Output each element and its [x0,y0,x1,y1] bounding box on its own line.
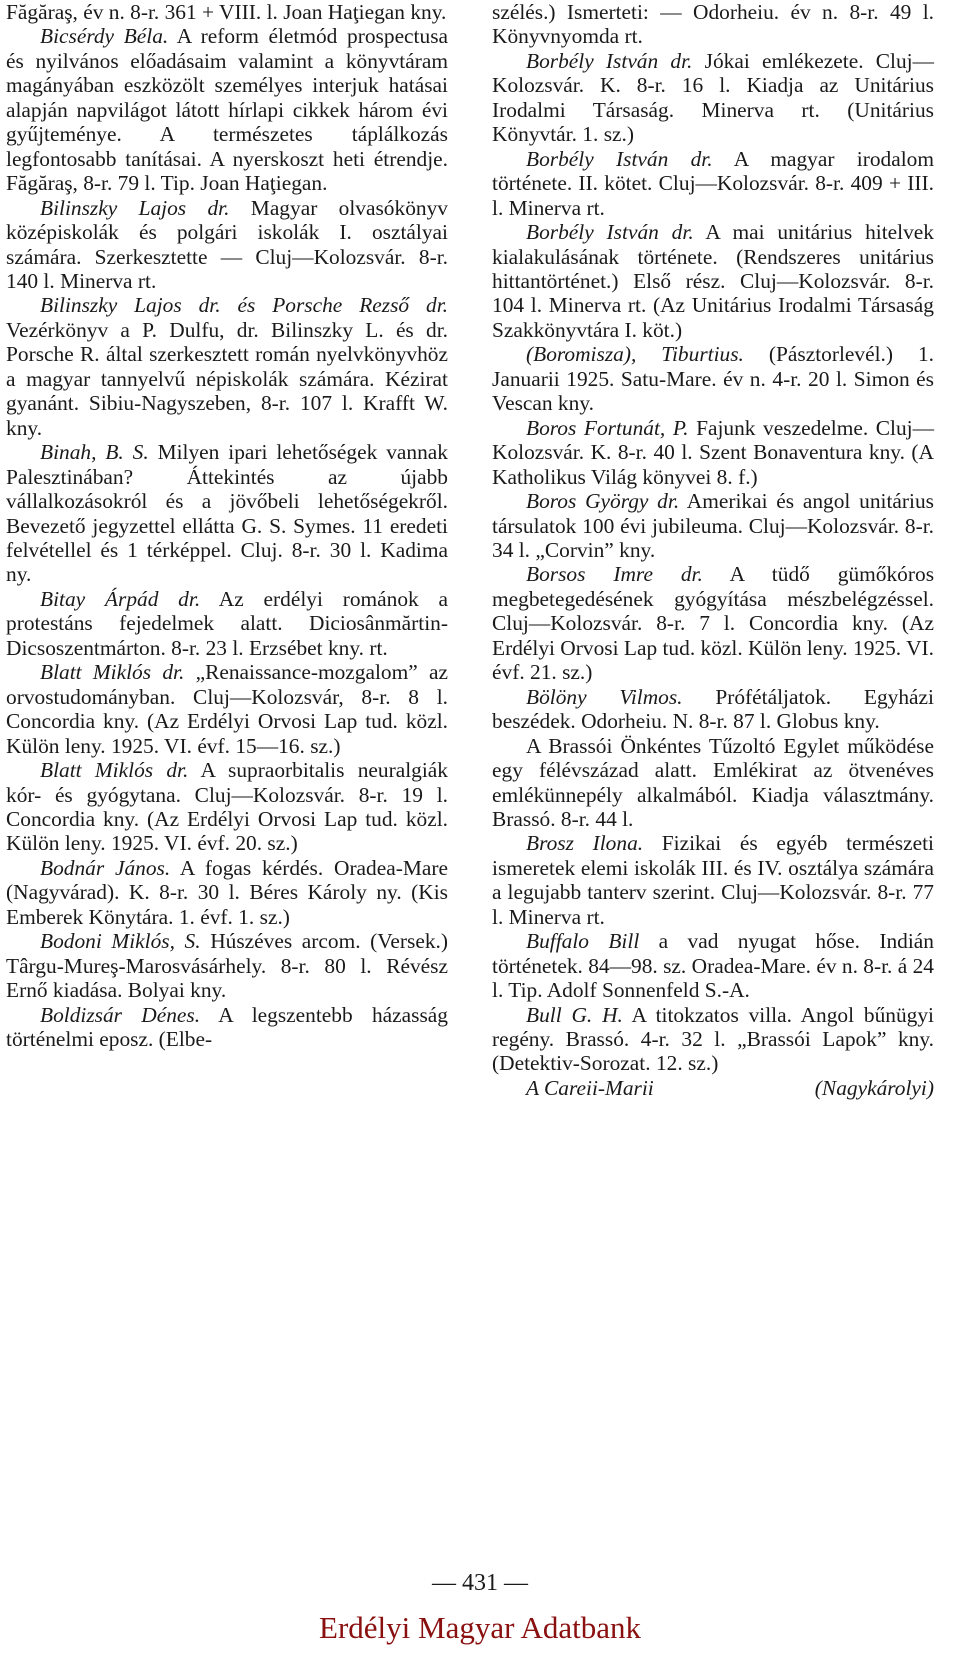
bibliography-entry [6,440,448,587]
entry-author: Boros György dr. [526,489,680,514]
entry-author: Bitay Árpád dr. [40,586,201,611]
entry-text: „Renaissance-mozgalom” az orvostudományban. Cluj—Kolozsvár, 8-r. 8 l. Concordia kny. (Az Erdélyi Orvosi Lap tud. közl. Külön leny. 1925. VI. évf. 15—16. sz.) [6,660,448,758]
bibliography-entry [492,49,934,147]
entry-author: Bodoni Miklós, S. [40,929,201,954]
entry-text: A legszentebb házasság történelmi eposz. (Elbe- [6,1002,448,1052]
entry-title-continued: (Nagykárolyi) [814,1075,934,1100]
entry-author: Blatt Miklós dr. [40,660,185,685]
entry-text: A magyar irodalom története. II. kötet. Cluj—Kolozsvár. 8-r. 409 + III. l. Minerva rt. [492,146,934,220]
bibliography-entry [6,0,448,24]
entry-text: a vad nyugat hőse. Indián történetek. 84—98. sz. Oradea-Mare. év n. 8-r. á 24 l. Tip. Adolf Sonnenfeld S.-A. [492,929,934,1003]
entry-author: Bölöny Vilmos. [526,684,683,709]
entry-text: Fajunk veszedelme. Cluj—Kolozsvár. K. 8-r. 40 l. Szent Bonaventura kny. (A Katholikus Világ könyvei 8. f.) [492,415,934,489]
entry-author: Boldizsár Dénes. [40,1002,201,1027]
bibliography-entry [6,929,448,1002]
entry-text: A reform életmód prospectusa és nyilvános előadásaim valamint a könyvtáram magányában eszközölt személyes interjuk hatásai alapján napvilágot látott hírlapi cikkek három évi gyűjteménye. A természetes táplálkozás legfontosabb tanításai. A nyerskoszt heti étrendje. Făgăraş, 8-r. 79 l. Tip. Joan Haţiegan. [6,24,449,196]
entry-text: Magyar olvasókönyv középiskolák és polgári iskolák I. osztályai számára. Szerkesztette — Cluj—Kolozsvár. 8-r. 140 l. Minerva rt. [6,195,448,293]
entry-text: A Brassói Önkéntes Tűzoltó Egylet működése egy félévszázad alatt. Emlékirat az ötvenéves emlékünnepély alkalmából. Kiadja választmány. Brassó. 8-r. 44 l. [492,733,934,831]
entry-text: A supraorbitalis neuralgiák kór- és gyógytana. Cluj—Kolozsvár. 8-r. 19 l. Concordia kny. (Az Erdélyi Orvosi Lap tud. közl. Külön leny. 1925. VI. évf. 20. sz.) [6,758,448,856]
entry-text: Húszéves arcom. (Versek.) Târgu-Mureş-Marosvásárhely. 8-r. 80 l. Révész Ernő kiadása. Bolyai kny. [6,929,448,1003]
entry-text: A fogas kérdés. Oradea-Mare (Nagyvárad). K. 8-r. 30 l. Béres Károly ny. (Kis Emberek Könytára. 1. évf. 1. sz.) [6,855,448,929]
footer-brand: Erdélyi Magyar Adatbank [319,1610,641,1645]
entry-text: Jókai emlékezete. Cluj—Kolozsvár. K. 8-r. 16 l. Kiadja az Unitárius Irodalmi Társaság. Minerva rt. (Unitárius Könyvtár. 1. sz.) [492,48,934,147]
bibliography-entry [492,416,934,489]
bibliography-entry [6,24,448,195]
entry-author: Borsos Imre dr. [526,562,703,587]
entry-text: A tüdő gümőkóros megbetegedésének gyógyítása mészbelégzéssel. Cluj—Kolozsvár. 8-r. 7 l. Concordia kny. (Az Erdélyi Orvosi Lap tud. közl. Külön leny. 1925. VI. évf. 21. sz.) [492,562,935,685]
bibliography-entry [492,0,934,49]
bibliography-entry [6,587,448,660]
entry-text: Făgăraş, év n. 8-r. 361 + VIII. l. Joan Haţiegan kny. [6,0,447,24]
bibliography-entry [492,147,934,220]
entry-author: Bodnár János. [40,855,171,880]
entry-text: Prófétáljatok. Egyházi beszédek. Odorheiu. N. 8-r. 87 l. Globus kny. [492,684,934,734]
entry-text: Az erdélyi románok a protestáns fejedelmek alatt. Diciosânmărtin-Dicsoszentmárton. 8-r. 23 l. Erzsébet kny. rt. [6,586,449,660]
entry-author: Borbély István dr. [526,146,713,171]
entry-text: (Pásztorlevél.) 1. Januarii 1925. Satu-Mare. év n. 4-r. 20 l. Simon és Vescan kny. [492,342,934,416]
entry-author: Borbély István dr. [526,48,693,73]
entry-text: Vezérkönyv a P. Dulfu, dr. Bilinszky L. és dr. Porsche R. által szerkesztett román nyelvkönyvhöz a magyar tannyelvű népiskolák számára. Kézirat gyanánt. Sibiu-Nagyszeben, 8-r. 107 l. Krafft W. kny. [6,317,448,440]
entry-author: Bilinszky Lajos dr. [40,195,230,220]
entry-text: Fizikai és egyéb természeti ismeretek elemi iskolák III. és IV. osztálya számára a legujabb tanterv szerint. Cluj—Kolozsvár. 8-r. 77 l. Minerva rt. [492,831,934,929]
bibliography-entry [492,489,934,562]
right-column [492,0,934,1100]
entry-author: Boros Fortunát, P. [526,415,689,440]
entry-author: Blatt Miklós dr. [40,758,189,783]
bibliography-entry [6,293,448,440]
page-number: — 431 — [432,1570,528,1596]
entry-text: szélés.) Ismerteti: — Odorheiu. év n. 8-r. 49 l. Könyvnyomda rt. [492,0,934,49]
bibliography-entry-start [492,1076,934,1100]
entry-author: Bull G. H. [526,1002,623,1027]
bibliography-entry [6,1003,448,1052]
entry-text: A mai unitárius hitelvek kialakulásának története. (Rendszeres unitárius hittantörténet.) Első rész. Cluj—Kolozsvár. 8-r. 104 l. Minerva rt. (Az Unitárius Irodalmi Társaság Szakkönyvtára I. köt.) [492,220,934,342]
bibliography-entry [6,196,448,294]
entry-author: Buffalo Bill [526,929,640,954]
entry-author: Bilinszky Lajos dr. és Porsche Rezső dr. [40,293,448,318]
bibliography-entry [6,758,448,856]
bibliography-entry [492,831,934,929]
bibliography-entry [492,929,934,1002]
bibliography-entry [492,342,934,415]
bibliography-entry [492,220,934,342]
entry-author: Borbély István dr. [526,220,694,245]
bibliography-entry [492,1003,934,1076]
bibliography-entry [6,660,448,758]
entry-text: Milyen ipari lehetőségek vannak Palesztinában? Áttekintés az újabb vállalkozásokról és a jövőbeli lehetőségekről. Bevezető jegyzettel ellátta G. S. Symes. 11 eredeti felvétellel és 1 térképpel. Cluj. 8-r. 30 l. Kadima ny. [6,440,448,587]
bibliography-entry [6,856,448,929]
bibliography-entry [492,734,934,832]
entry-author: Bicsérdy Béla. [40,24,169,49]
entry-text: A titokzatos villa. Angol bűnügyi regény. Brassó. 4-r. 32 l. „Brassói Lapok” kny. (Detektiv-Sorozat. 12. sz.) [492,1002,934,1076]
entry-author: Binah, B. S. [40,440,149,465]
entry-text: Amerikai és angol unitárius társulatok 100 évi jubileuma. Cluj—Kolozsvár. 8-r. 34 l. „Corvin” kny. [492,489,934,562]
entry-title-start: A Careii-Marii [526,1075,654,1100]
entry-author: Brosz Ilona. [526,831,644,856]
bibliography-entry [492,562,934,684]
entry-author: (Boromisza), Tiburtius. [526,342,744,367]
bibliography-entry [492,685,934,734]
left-column [6,0,448,1051]
